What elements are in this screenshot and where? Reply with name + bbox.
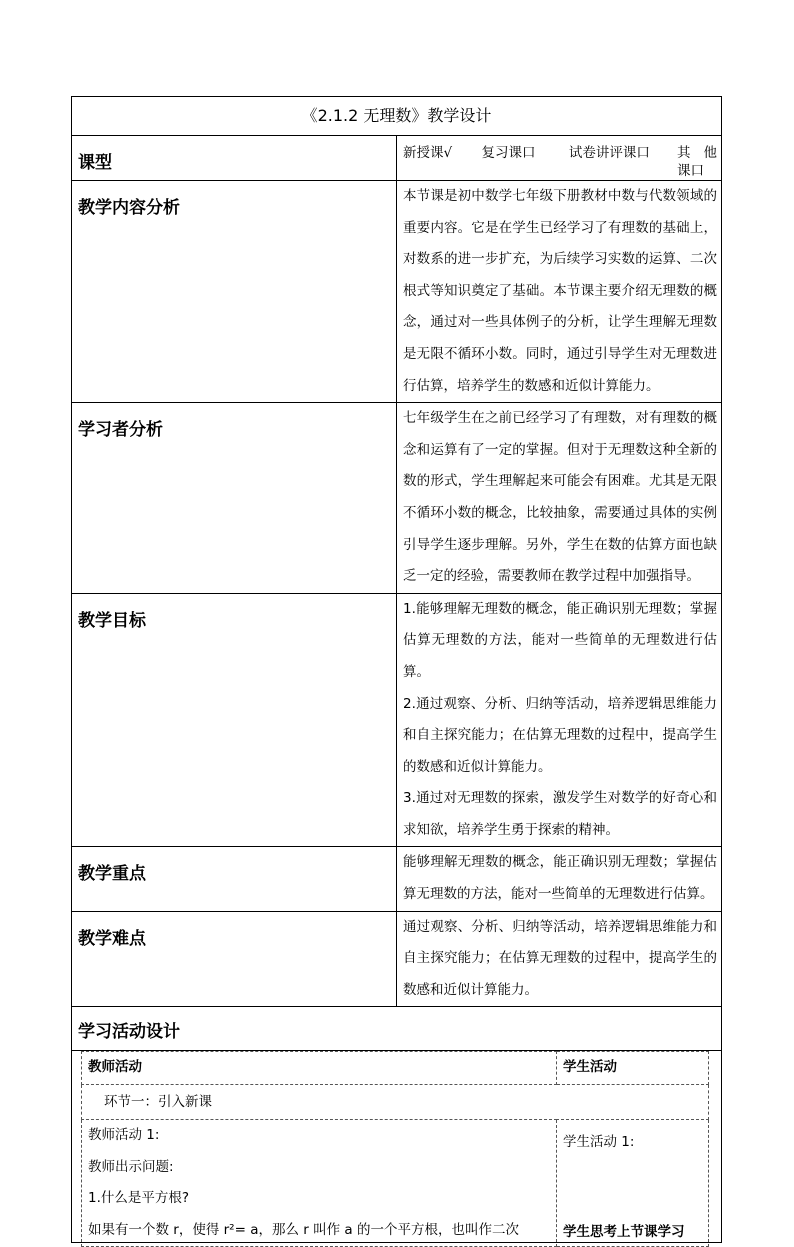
course-type-option: 其他课口 <box>677 145 717 179</box>
course-type-option: 试卷讲评课口 <box>568 145 650 161</box>
objective-item: 3.通过对无理数的探索，激发学生对数学的好奇心和求知欲，培养学生勇于探索的精神。 <box>403 790 717 838</box>
student-activity-text: 学生思考上节课学习 <box>563 1224 685 1241</box>
teacher-line: 教师出示问题: <box>88 1158 174 1175</box>
content-analysis-text: 本节课是初中数学七年级下册教材中数与代数领域的重要内容。它是在学生已经学习了有理数的基础上，对数系的进一步扩充，为后续学习实数的运算、二次根式等知识奠定了基础。本节课主要介绍无理数的概念，通过对一些具体例子的分析，让学生理解无理数是无限不循环小数。同时，通过引导学生对无理数进行估算，培养学生的数感和近似计算能力。 <box>397 181 722 403</box>
teacher-line: 教师活动 1: <box>88 1127 160 1144</box>
learner-analysis-text: 七年级学生在之前已经学习了有理数，对有理数的概念和运算有了一定的掌握。但对于无理数这种全新的数的形式，学生理解起来可能会有困难。尤其是无限不循环小数的概念，比较抽象，需要通过具体的实例引导学生逐步理解。另外，学生在数的估算方面也缺乏一定的经验，需要教师在教学过程中加强指导。 <box>397 403 722 594</box>
student-activity-title: 学生活动 1: <box>563 1134 635 1151</box>
activity-table <box>81 1051 709 1247</box>
difficulties-label: 教学难点 <box>72 911 397 1007</box>
phase-heading: 环节一：引入新课 <box>82 1085 709 1120</box>
teacher-activity-content <box>82 1120 557 1247</box>
student-activity-header: 学生活动 <box>557 1052 709 1085</box>
course-type-option: 新授课√ <box>403 145 453 161</box>
course-type-option: 复习课口 <box>481 145 536 161</box>
document-title: 《2.1.2 无理数》教学设计 <box>72 97 722 136</box>
course-type-options <box>397 136 722 181</box>
teacher-line: 1.什么是平方根? <box>88 1190 190 1207</box>
teacher-line: 如果有一个数 r，使得 r²= a，那么 r 叫作 a 的一个平方根，也叫作二次 <box>88 1221 519 1238</box>
key-points-label: 教学重点 <box>72 847 397 911</box>
lesson-plan-table <box>71 96 722 1243</box>
activity-design-heading: 学习活动设计 <box>72 1007 722 1051</box>
objective-item: 1.能够理解无理数的概念，能正确识别无理数；掌握估算无理数的方法，能对一些简单的无理数进行估算。 <box>403 600 717 680</box>
objectives-list <box>397 593 722 847</box>
objectives-label: 教学目标 <box>72 593 397 847</box>
content-analysis-label: 教学内容分析 <box>72 181 397 403</box>
learner-analysis-label: 学习者分析 <box>72 403 397 594</box>
key-points-text: 能够理解无理数的概念，能正确识别无理数；掌握估算无理数的方法，能对一些简单的无理数进行估算。 <box>397 847 722 911</box>
activity-design-area <box>72 1051 722 1243</box>
student-activity-content <box>557 1120 709 1247</box>
teacher-activity-header: 教师活动 <box>82 1052 557 1085</box>
difficulties-text: 通过观察、分析、归纳等活动，培养逻辑思维能力和自主探究能力；在估算无理数的过程中，提高学生的数感和近似计算能力。 <box>397 911 722 1007</box>
course-type-label: 课型 <box>72 136 397 181</box>
objective-item: 2.通过观察、分析、归纳等活动，培养逻辑思维能力和自主探究能力；在估算无理数的过程中，提高学生的数感和近似计算能力。 <box>403 695 717 775</box>
